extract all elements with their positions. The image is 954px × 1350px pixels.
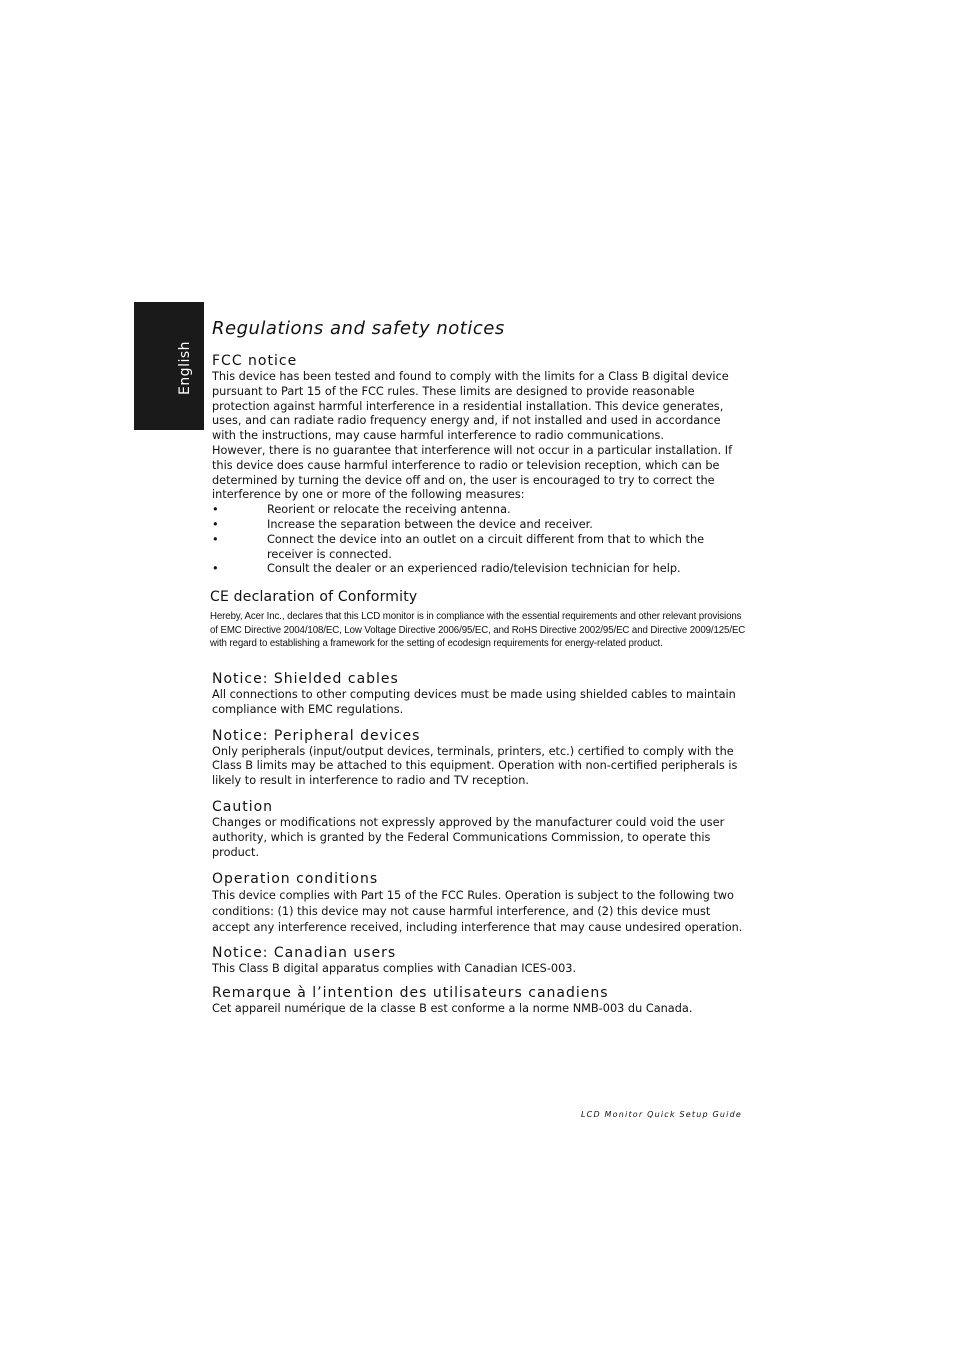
- remarque-section: [212, 985, 748, 1017]
- peripheral-body: Only peripherals (input/output devices, terminals, printers, etc.) certified to comply with the Class B limits may be attached to this equipment. Operation with non-certified peripherals is likely to result in interference to radio and TV reception.: [212, 744, 738, 788]
- canadian-section: [212, 945, 748, 977]
- operation-section: [212, 871, 748, 936]
- remarque-body: Cet appareil numérique de la classe B est conforme a la norme NMB-003 du Canada.: [212, 1002, 693, 1016]
- page-title: Regulations and safety notices: [212, 318, 505, 339]
- operation-heading: Operation conditions: [212, 871, 379, 888]
- list-item: • Consult the dealer or an experienced radio/television technician for help.: [212, 562, 748, 577]
- canadian-body: This Class B digital apparatus complies with Canadian ICES-003.: [212, 962, 577, 976]
- peripheral-section: [212, 728, 748, 789]
- shielded-body: All connections to other computing devices must be made using shielded cables to maintain compliance with EMC regulations.: [212, 687, 736, 716]
- caution-body: Changes or modifications not expressly approved by the manufacturer could void the user authority, which is granted by the Federal Communications Commission, to operate this product.: [212, 815, 725, 859]
- fcc-paragraph-2: However, there is no guarantee that interference will not occur in a particular installation. If this device does cause harmful interference to radio or television reception, which can be determined by turning the device off and on, the user is encouraged to try to correct the interference by one or more of the following measures:: [212, 443, 733, 502]
- peripheral-heading: Notice: Peripheral devices: [212, 727, 421, 744]
- ce-heading: CE declaration of Conformity: [210, 589, 418, 606]
- canadian-heading: Notice: Canadian users: [212, 945, 397, 962]
- language-tab-label: English: [177, 340, 193, 396]
- shielded-heading: Notice: Shielded cables: [212, 670, 399, 687]
- page-footer: LCD Monitor Quick Setup Guide: [581, 1110, 742, 1119]
- caution-section: [212, 799, 748, 860]
- caution-heading: Caution: [212, 798, 274, 815]
- fcc-section: [212, 353, 748, 577]
- page-content: [212, 318, 748, 1017]
- operation-body: This device complies with Part 15 of the FCC Rules. Operation is subject to the following two conditions: (1) this device may not cause harmful interference, and (2) this device must accept any interference received, including interference that may cause undesired operation.: [212, 889, 743, 935]
- shielded-section: [212, 671, 748, 718]
- language-side-tab: [134, 302, 204, 430]
- list-item: • Connect the device into an outlet on a circuit different from that to which the receiver is connected.: [212, 533, 748, 563]
- list-item: • Increase the separation between the device and receiver.: [212, 518, 748, 533]
- fcc-heading: FCC notice: [212, 353, 298, 369]
- fcc-measures-list: [212, 503, 748, 577]
- list-item: • Reorient or relocate the receiving antenna.: [212, 503, 748, 518]
- ce-body: Hereby, Acer Inc., declares that this LCD monitor is in compliance with the essential requirements and other relevant provisions of EMC Directive 2004/108/EC, Low Voltage Directive 2006/95/EC, and RoHS Directive 2002/95/EC and Directive 2009/125/EC with regard to establishing a framework for the setting of ecodesign requirements for energy-related product.: [210, 611, 746, 650]
- ce-section: [212, 589, 748, 651]
- remarque-heading: Remarque à l’intention des utilisateurs canadiens: [212, 985, 609, 1002]
- fcc-paragraph-1: This device has been tested and found to comply with the limits for a Class B digital device pursuant to Part 15 of the FCC rules. These limits are designed to provide reasonable protection against harmful interference in a residential installation. This device generates, uses, and can radiate radio frequency energy and, if not installed and used in accordance with the instructions, may cause harmful interference to radio communications.: [212, 370, 729, 443]
